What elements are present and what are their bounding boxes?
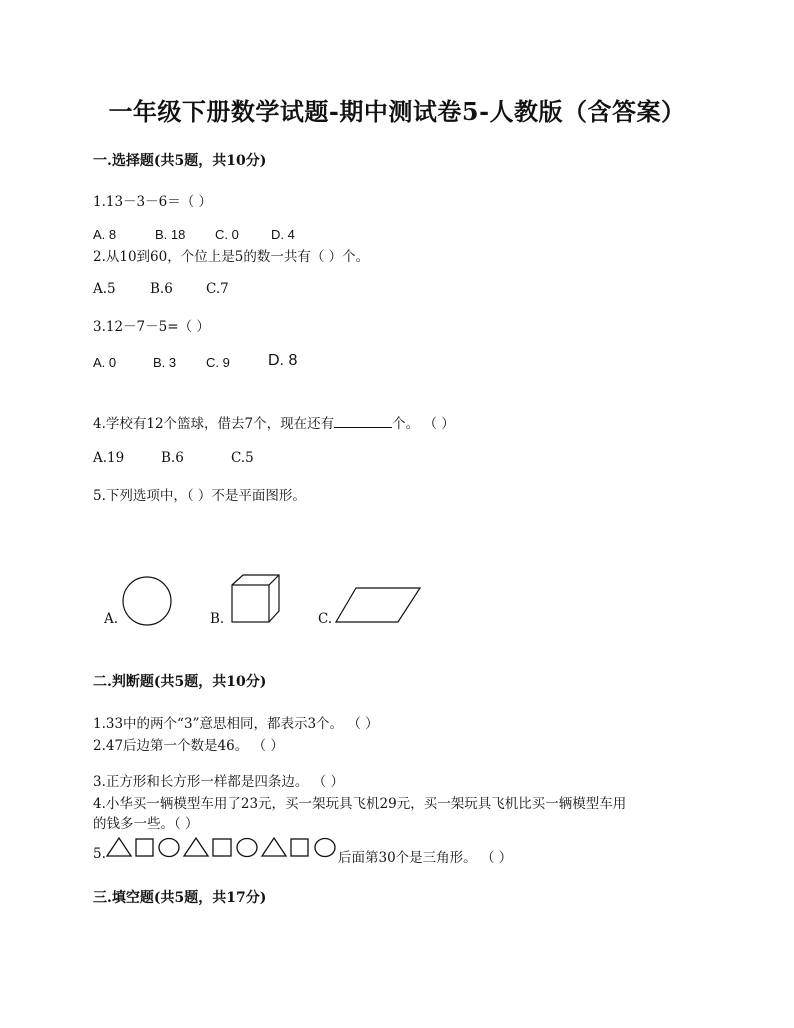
cube-figure	[226, 572, 282, 628]
document-title: 一年级下册数学试题-期中测试卷5-人教版（含答案）	[108, 97, 686, 126]
option-b: B. 18	[155, 227, 186, 242]
circle-shape	[159, 839, 179, 857]
question-1-4-text-before: 4.学校有12个篮球，借去7个，现在还有	[93, 416, 335, 432]
triangle-shape	[262, 838, 286, 856]
option-a: A. 0	[93, 355, 117, 370]
question-1-3: 3.12－7－5=（ ）	[93, 319, 210, 335]
option-b: B. 3	[153, 355, 177, 370]
option-a: A.5	[93, 281, 116, 297]
square-shape	[291, 839, 308, 856]
question-1-3-options	[93, 354, 297, 372]
circle-shape	[315, 839, 335, 857]
option-c: C.5	[231, 450, 254, 466]
circle-shape	[237, 839, 257, 857]
question-2-4-line-2: 的钱多一些。（ ）	[93, 816, 199, 832]
question-1-4	[93, 412, 455, 432]
shape-sequence	[104, 835, 340, 859]
option-c: C. 0	[215, 227, 239, 242]
figure-label-c: C.	[318, 611, 333, 627]
question-1-1: 1.13－3－6＝（ ）	[93, 194, 213, 210]
question-2-2: 2.47后边第一个数是46。 （ ）	[93, 738, 284, 754]
option-a: A. 8	[93, 227, 117, 242]
square-shape	[136, 839, 153, 856]
section-heading-fill: 三.填空题(共5题，共17分)	[93, 890, 267, 906]
triangle-shape	[107, 838, 131, 856]
figure-label-b: B.	[210, 611, 225, 627]
answer-blank	[334, 415, 392, 428]
figure-label-a: A.	[104, 611, 119, 627]
question-1-2: 2.从10到60，个位上是5的数一共有（ ）个。	[93, 249, 370, 265]
option-c: C.7	[206, 281, 229, 297]
section-heading-choice: 一.选择题(共5题，共10分)	[93, 153, 267, 169]
option-d: D. 4	[271, 227, 295, 242]
question-1-5: 5.下列选项中，（ ）不是平面图形。	[93, 488, 306, 504]
question-1-1-options	[93, 227, 295, 242]
question-2-5-text: 后面第30个是三角形。 （ ）	[338, 850, 513, 866]
question-1-4-text-after: 个。 （ ）	[392, 416, 455, 432]
circle-figure	[120, 574, 174, 628]
question-1-2-options	[93, 281, 229, 297]
question-2-5-prefix: 5.	[93, 846, 106, 862]
section-heading-judge: 二.判断题(共5题，共10分)	[93, 674, 267, 690]
option-c: C. 9	[206, 355, 230, 370]
option-b: B.6	[161, 450, 184, 466]
question-2-4-line-1: 4.小华买一辆模型车用了23元，买一架玩具飞机29元，买一架玩具飞机比买一辆模型车用	[93, 796, 627, 812]
option-b: B.6	[150, 281, 173, 297]
option-d: D. 8	[268, 352, 298, 369]
question-1-4-options	[93, 450, 254, 466]
square-shape	[213, 839, 231, 856]
triangle-shape	[184, 838, 208, 856]
parallelogram-figure	[334, 584, 424, 626]
option-a: A.19	[93, 450, 125, 466]
question-2-3: 3.正方形和长方形一样都是四条边。 （ ）	[93, 774, 344, 790]
question-2-1: 1.33中的两个“3”意思相同，都表示3个。 （ ）	[93, 716, 379, 732]
